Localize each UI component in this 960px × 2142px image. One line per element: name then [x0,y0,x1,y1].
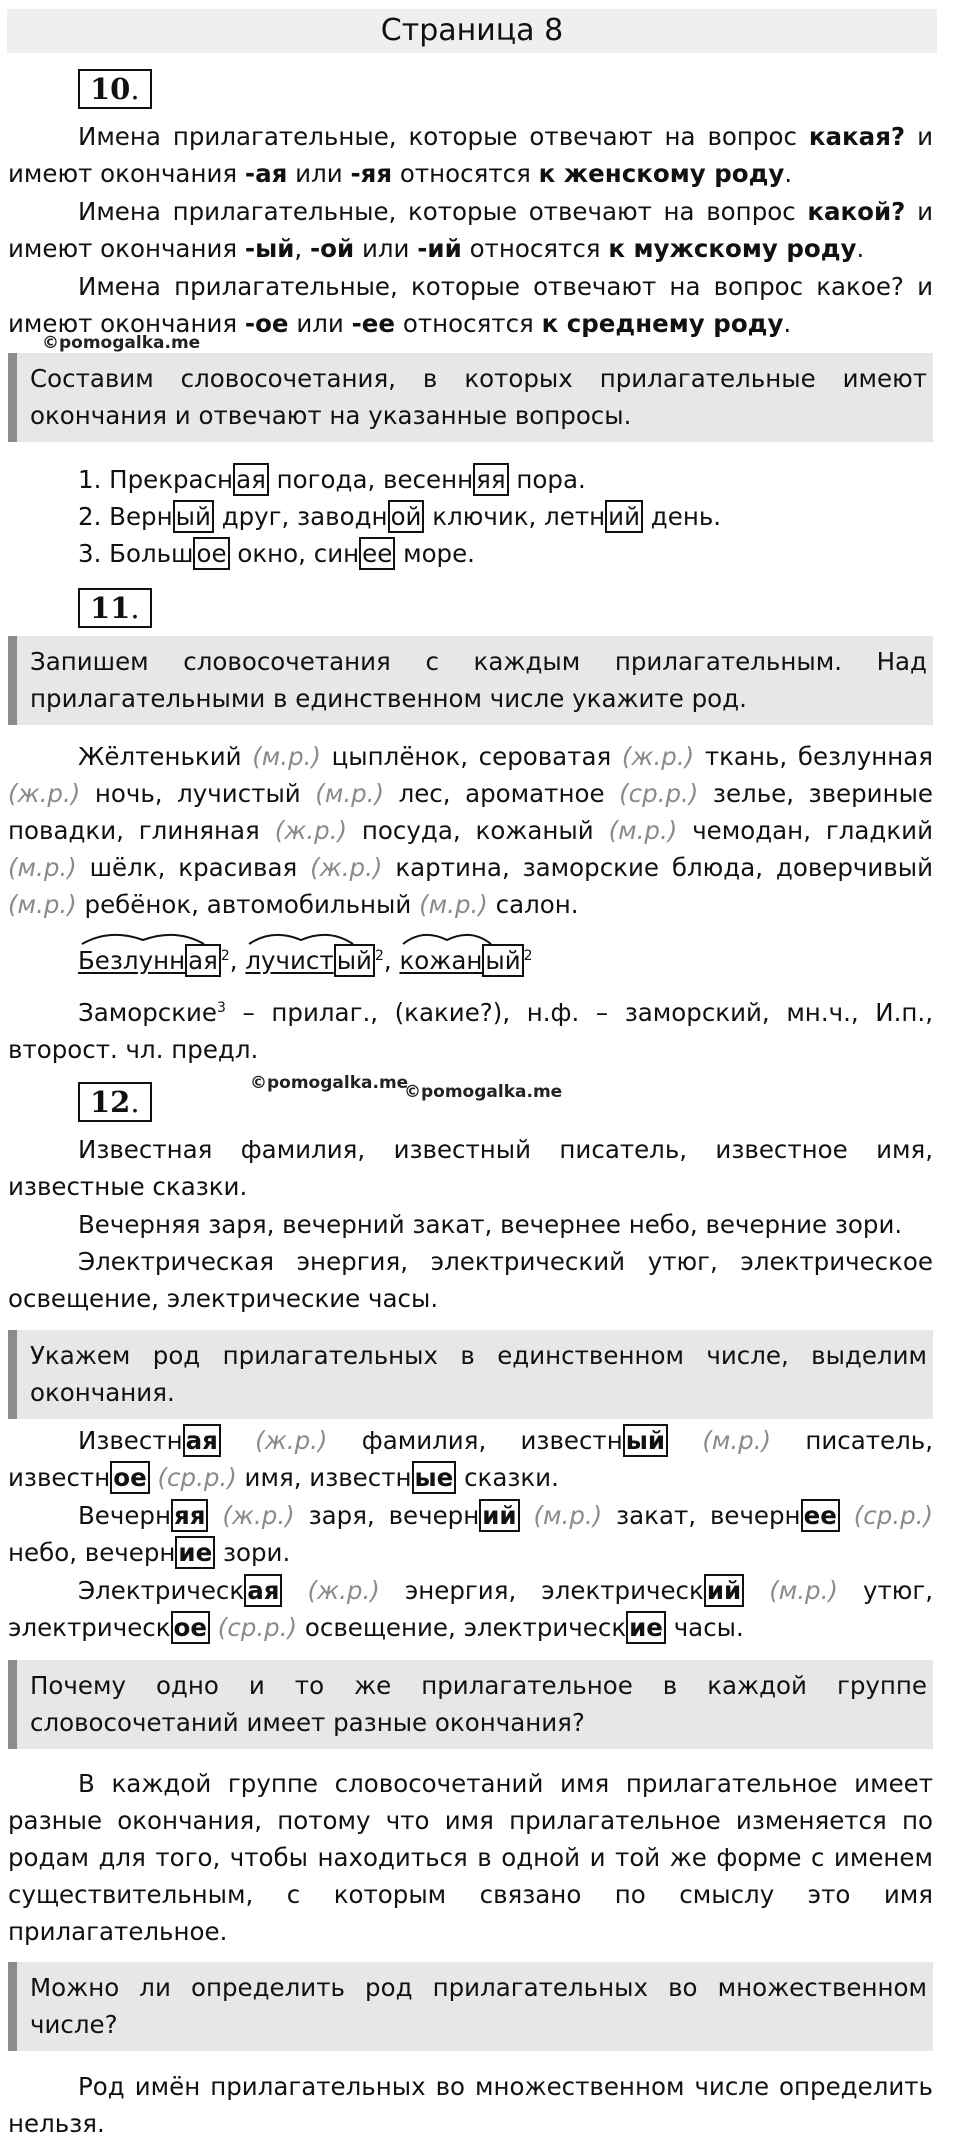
word-parse: Заморские$^3$ – прилаг., (какие?), н.ф. – заморский, мн.ч., И.п., второст. чл. предл. [8,998,933,1065]
answer-segment: ребёнок, автомобильный [76,890,420,919]
morpheme-word: лучист ый $^2$ [245,938,384,979]
answer-segment: ткань, безлунная [694,742,934,771]
rule-feminine: Имена прилагательные, которые отвечают на вопрос какая? и имеют окончания -ая или -яя относятся к женскому роду. [8,122,933,188]
morpheme-word: Безлунн ая $^2$ [78,938,230,979]
answer-text: Известн ая (ж.р.) фамилия, известн ый (м.р.) писатель, известн ое (ср.р.) имя, известн ые сказки. [8,1426,933,1492]
task-number: 10 [90,72,131,106]
answer-text [8,738,933,923]
page-title: Страница 8 [7,9,937,53]
gender-label: (м.р.) [608,816,678,845]
gender-label: (ж.р.) [8,779,81,808]
watermark: ©pomogalka.me [250,1073,409,1093]
answer-segment: лес, ароматное [384,779,620,808]
answer-segment: Жёлтенький [78,742,253,771]
gender-label: (ж.р.) [274,816,348,845]
gender-label: (м.р.) [252,742,321,771]
root-arc [399,930,495,944]
rule-neuter: Имена прилагательные, которые отвечают на вопрос какое? и имеют окончания -ое или -ее относятся к среднему роду. [8,272,933,338]
root-arc [78,930,208,944]
gender-label: (ср.р.) [619,779,699,808]
question-box: Запишем словосочетания с каждым прилагательным. Над прилагательными в единственном числе укажите род. [8,636,933,725]
answer-text: В каждой группе словосочетаний имя прилагательное имеет разные окончания, потому что имя прилагательное изменяется по родам для того, чтобы находиться в одной и той же форме с именем существительным, с которым связано по смыслу это имя прилагательное. [8,1769,933,1946]
root-arc [245,930,357,944]
question-box: Почему одно и то же прилагательное в каждой группе словосочетаний имеет разные окончания? [8,1660,933,1749]
gender-label: (ж.р.) [310,853,383,882]
rule-masculine: Имена прилагательные, которые отвечают на вопрос какой? и имеют окончания -ый, -ой или -ий относятся к мужскому роду. [8,197,933,263]
question-box: Можно ли определить род прилагательных во множественном числе? [8,1962,933,2051]
answer-segment: зелье, звериные повадки, глиняная [8,779,934,845]
answer-segment: картина, заморские блюда, доверчивый [382,853,933,882]
watermark: ©pomogalka.me [42,333,201,353]
gender-label: (м.р.) [315,779,385,808]
watermark: ©pomogalka.me [404,1082,563,1102]
task-number: 12 [90,1085,131,1119]
answer-segment: посуда, кожаный [347,816,609,845]
phrase-group: Вечерняя заря, вечерний закат, вечернее небо, вечерние зори. [78,1210,903,1239]
answer-text: Электрическ ая (ж.р.) энергия, электрическ ий (м.р.) утюг, электрическ ое (ср.р.) освещение, электрическ ие часы. [8,1576,934,1642]
gender-label: (ж.р.) [621,742,695,771]
morpheme-analysis: Безлунн ая $^2$, лучист ый $^2$, кожан ый $^2$ [78,938,533,979]
phrase-group: Известная фамилия, известный писатель, известное имя, известные сказки. [8,1135,933,1201]
list-item: 2. Верн ый друг, заводн ой ключик, летн ий день. [78,502,722,531]
answer-segment: салон. [487,890,579,919]
answer-segment: ночь, лучистый [80,779,316,808]
answer-segment: шёлк, красивая [76,853,311,882]
task-number: 11 [90,591,131,625]
list-item: 1. Прекрасн ая погода, весенн яя пора. [78,465,586,494]
phrase-group: Электрическая энергия, электрический утюг, электрическое освещение, электрические часы. [8,1247,933,1313]
answer-text: Род имён прилагательных во множественном числе определить нельзя. [8,2072,933,2138]
list-item: 3. Больш ое окно, син ее море. [78,539,475,568]
task-number-12: 12. [78,1082,152,1122]
question-box: Составим словосочетания, в которых прилагательные имеют окончания и отвечают на указанные вопросы. [8,353,933,442]
morpheme-word: кожан ый $^2$ [399,938,532,979]
gender-label: (м.р.) [8,853,77,882]
answer-text: Вечерн яя (ж.р.) заря, вечерн ий (м.р.) закат, вечерн ее (ср.р.) небо, вечерн ие зори. [8,1501,933,1567]
question-box: Укажем род прилагательных в единственном числе, выделим окончания. [8,1330,933,1419]
gender-label: (м.р.) [419,890,488,919]
task-number-11: 11. [78,588,152,628]
task-number-10: 10. [78,69,152,109]
answer-segment: цыплёнок, сероватая [320,742,622,771]
gender-label: (м.р.) [8,890,77,919]
answer-segment: чемодан, гладкий [677,816,934,845]
